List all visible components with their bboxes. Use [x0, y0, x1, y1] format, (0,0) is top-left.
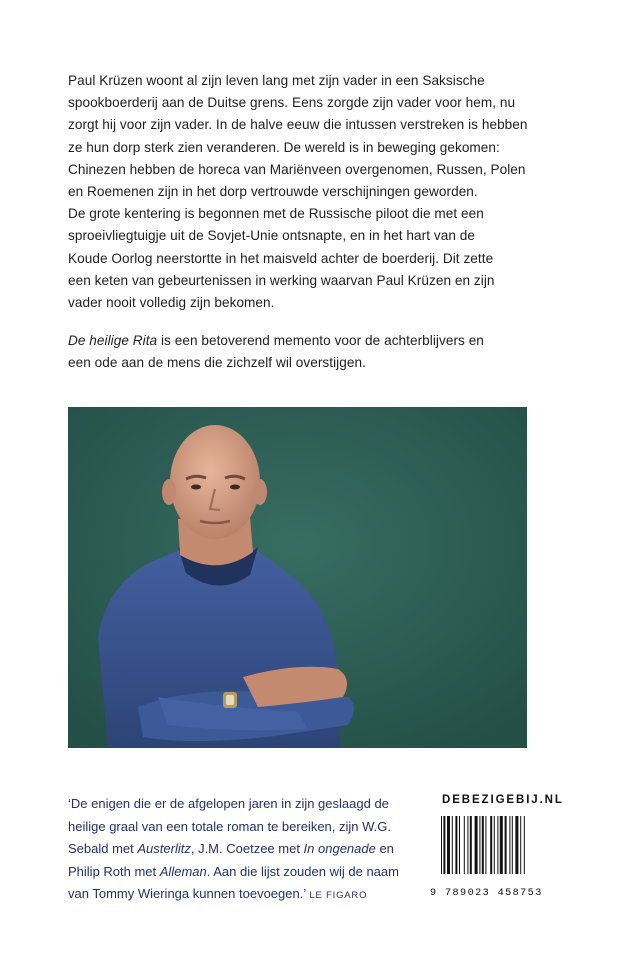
blurb-line: sproeivliegtuigje uit de Sovjet-Unie ontsnapte, en in het hart van de	[68, 228, 475, 244]
barcode-bar	[482, 816, 484, 874]
publisher-url: DEBEZIGEBIJ.NL	[442, 794, 564, 806]
quote-line: ‘De enigen die er de afgelopen jaren in zijn geslaagd de	[68, 796, 389, 811]
book-title-alleman: Alleman	[159, 863, 207, 879]
blurb-line: Koude Oorlog neerstortte in het maisveld achter de boerderij. Dit zette	[68, 250, 494, 266]
barcode-bar	[455, 816, 457, 874]
isbn-number: 9 789023 458753	[430, 888, 543, 899]
barcode-bar	[447, 816, 450, 874]
barcode-bar	[459, 816, 460, 874]
author-photo	[68, 407, 527, 748]
blurb-line: een ode aan de mens die zichzelf wil overstijgen.	[68, 355, 366, 371]
barcode-bar	[464, 816, 465, 874]
barcode-bar	[512, 816, 513, 874]
book-title: De heilige Rita	[68, 333, 158, 349]
barcode-bar	[509, 816, 510, 874]
barcode-bar	[505, 816, 507, 874]
isbn-barcode	[441, 816, 559, 874]
blurb-line: spookboerderij aan de Duitse grens. Eens zorgde zijn vader voor hem, nu	[68, 95, 516, 111]
barcode-bar	[470, 816, 472, 874]
blurb-line: ze hun dorp sterk zien veranderen. De wereld is in beweging gekomen:	[68, 139, 500, 155]
quote-text: Sebald met	[68, 841, 138, 857]
barcode-bar	[497, 816, 498, 874]
barcode-bar	[520, 816, 521, 874]
blurb-line: Chinezen hebben de horeca van Mariënveen overgenomen, Russen, Polen	[68, 161, 526, 177]
barcode-bar	[515, 816, 518, 874]
quote-text: Philip Roth met	[68, 863, 160, 879]
barcode-bar	[490, 816, 492, 874]
quote-source: LE FIGARO	[309, 890, 368, 902]
blurb-line: een keten van gebeurtenissen in werking waarvan Paul Krüzen en zijn	[68, 272, 495, 288]
barcode-bar	[441, 816, 442, 874]
barcode-bar	[524, 816, 525, 874]
blurb-line: is een betoverend memento voor de achterblijvers en	[157, 333, 484, 349]
blurb-line: zorgt hij voor zijn vader. In de halve eeuw die intussen verstreken is hebben	[68, 117, 528, 133]
blurb-line: vader nooit volledig zijn bekomen.	[68, 295, 275, 311]
barcode-bar	[479, 816, 480, 874]
book-title-in-ongenade: In ongenade	[303, 841, 376, 857]
barcode-bar	[475, 816, 478, 874]
quote-text: en	[375, 841, 394, 857]
blurb-line: Paul Krüzen woont al zijn leven lang met zijn vader in een Saksische	[68, 73, 485, 88]
barcode-bar	[485, 816, 486, 874]
book-title-austerlitz: Austerlitz	[137, 841, 191, 857]
quote-text: , J.M. Coetzee met	[190, 841, 304, 857]
quote-line: van Tommy Wieringa kunnen toevoegen.’	[68, 886, 306, 902]
back-cover-blurb	[68, 70, 568, 375]
blurb-line: en Roemenen zijn in het dorp vertrouwde verschijningen geworden.	[68, 184, 478, 200]
author-portrait-illustration	[68, 407, 527, 748]
barcode-bar	[452, 816, 453, 874]
barcode-bar	[467, 816, 468, 874]
quote-line: heilige graal van een totale roman te bereiken, zijn W.G.	[68, 818, 392, 834]
barcode-bar	[494, 816, 495, 874]
quote-text: . Aan die lijst zouden wij de naam	[206, 863, 399, 879]
blurb-line: De grote kentering is begonnen met de Russische piloot die met een	[68, 206, 484, 222]
barcode-bar	[500, 816, 503, 874]
press-quote	[68, 793, 423, 908]
barcode-bar	[443, 816, 445, 874]
